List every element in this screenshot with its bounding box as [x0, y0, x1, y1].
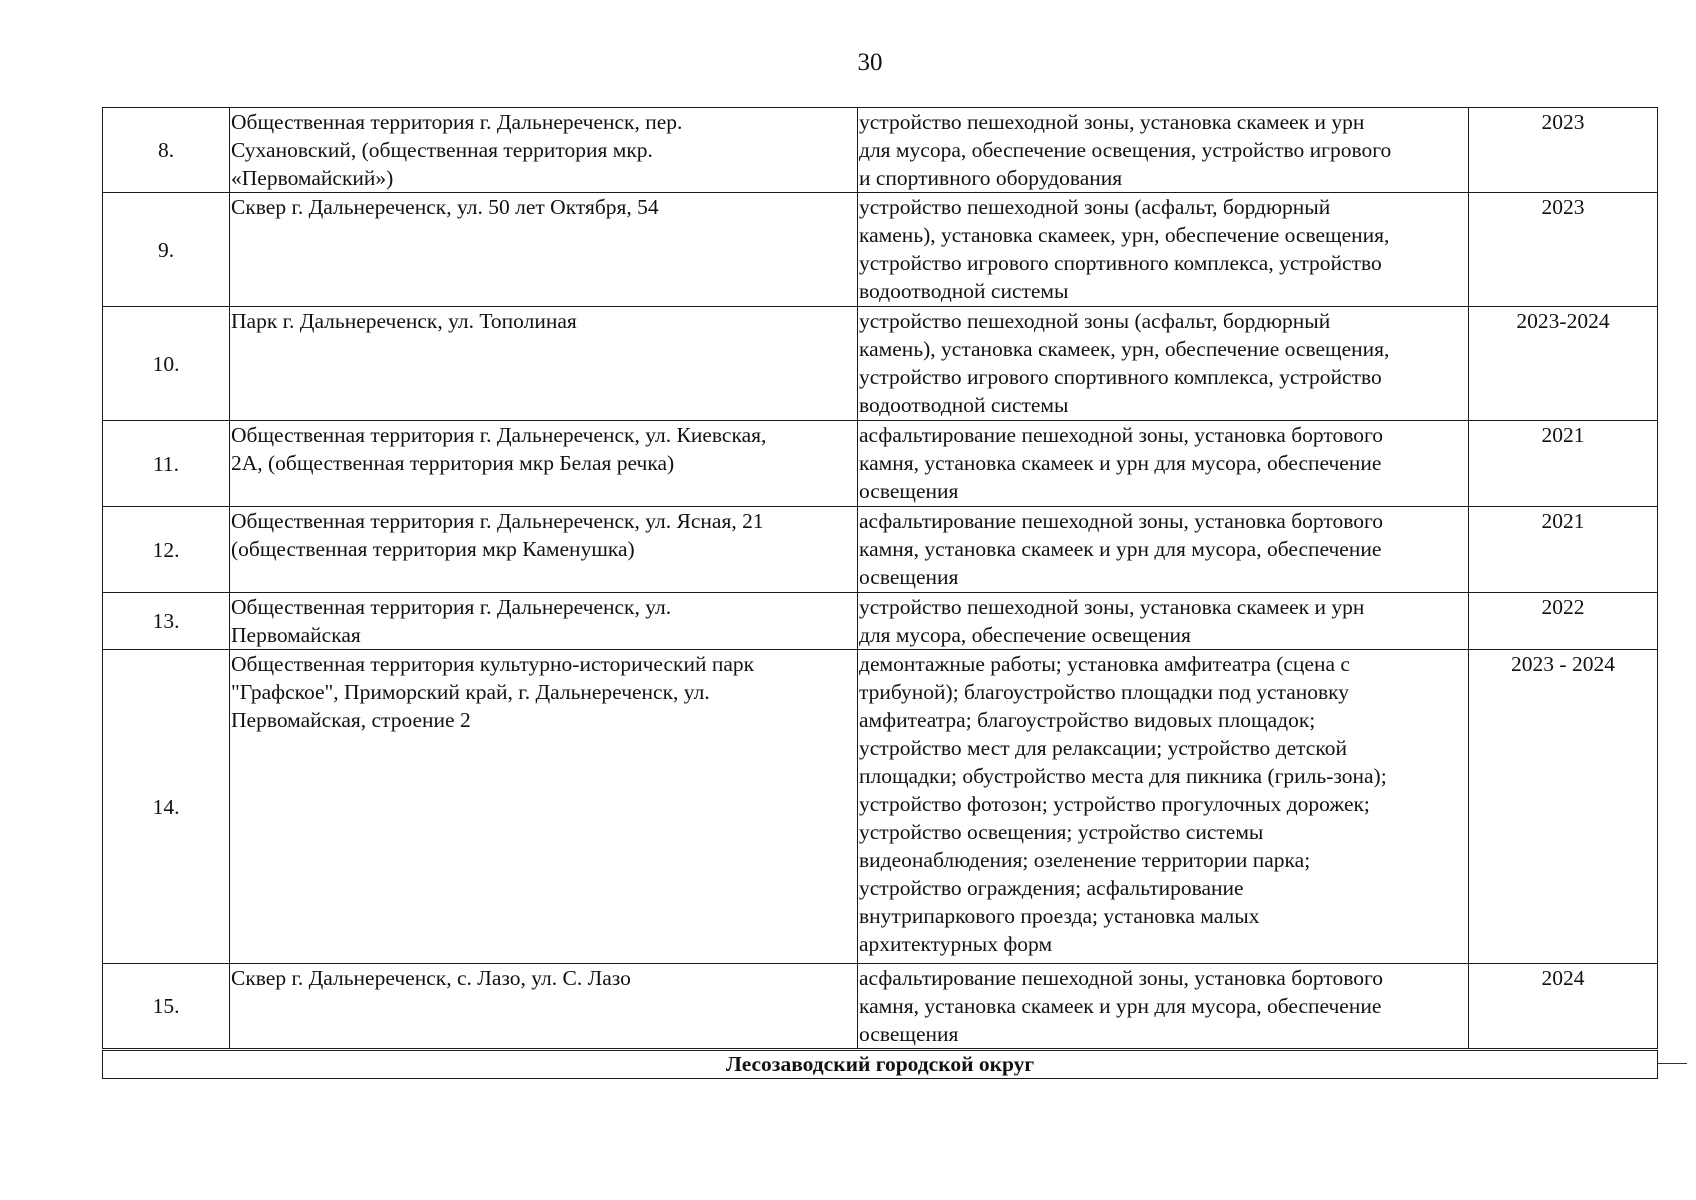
works-cell: [858, 421, 1469, 507]
territory-cell: [230, 421, 858, 507]
works-text: устройство пешеходной зоны, установка скамеек и урн для мусора, обеспечение освещения: [859, 595, 1365, 647]
table-row: [103, 964, 1658, 1050]
works-text: устройство пешеходной зоны (асфальт, бордюрный камень), установка скамеек, урн, обеспечение освещения, устройство игрового спортивного комплекса, устройство водоотводной системы: [859, 195, 1390, 303]
year-cell: 2023: [1469, 193, 1658, 307]
section-heading: Лесозаводский городской округ: [103, 1050, 1658, 1079]
row-number: 9.: [103, 193, 230, 307]
row-number: 12.: [103, 507, 230, 593]
stray-line: [1657, 1063, 1687, 1064]
territory-cell: [230, 307, 858, 421]
works-cell: [858, 593, 1469, 650]
row-number: 10.: [103, 307, 230, 421]
territory-text: Сквер г. Дальнереченск, с. Лазо, ул. С. Лазо: [231, 966, 631, 990]
year-cell: 2021: [1469, 421, 1658, 507]
table-row: [103, 507, 1658, 593]
territory-cell: [230, 964, 858, 1050]
works-text: асфальтирование пешеходной зоны, установка бортового камня, установка скамеек и урн для мусора, обеспечение освещения: [859, 509, 1384, 589]
row-number: 13.: [103, 593, 230, 650]
territory-text: Общественная территория г. Дальнереченск, пер. Сухановский, (общественная территория мкр. «Первомайский»): [231, 110, 683, 190]
table-row: [103, 593, 1658, 650]
works-text: устройство пешеходной зоны (асфальт, бордюрный камень), установка скамеек, урн, обеспечение освещения, устройство игрового спортивного комплекса, устройство водоотводной системы: [859, 309, 1390, 417]
territory-text: Парк г. Дальнереченск, ул. Тополиная: [231, 309, 577, 333]
works-cell: [858, 108, 1469, 193]
territories-table: [102, 107, 1658, 1079]
works-text: демонтажные работы; установка амфитеатра (сцена с трибуной); благоустройство площадки под установку амфитеатра; благоустройство видовых площадок; устройство мест для релаксации; устройство детской площадки; обустройство места для пикника (гриль-зона); устройство фотозон; устройство прогулочных дорожек; устройство освещения; устройство системы видеонаблюдения; озеленение территории парка; устройство ограждения; асфальтирование внутрипаркового проезда; установка малых архитектурных форм: [859, 652, 1387, 956]
territory-cell: [230, 650, 858, 964]
territory-text: Общественная территория г. Дальнереченск, ул. Первомайская: [231, 595, 672, 647]
year-cell: 2021: [1469, 507, 1658, 593]
territory-text: Сквер г. Дальнереченск, ул. 50 лет Октября, 54: [231, 195, 659, 219]
territory-text: Общественная территория культурно-исторический парк "Графское", Приморский край, г. Дальнереченск, ул. Первомайская, строение 2: [231, 652, 755, 732]
territory-cell: [230, 593, 858, 650]
year-cell: 2022: [1469, 593, 1658, 650]
territory-cell: [230, 193, 858, 307]
row-number: 15.: [103, 964, 230, 1050]
year-cell: 2023 - 2024: [1469, 650, 1658, 964]
page-number: 30: [857, 49, 883, 76]
row-number: 14.: [103, 650, 230, 964]
section-row: [103, 1050, 1658, 1079]
territory-cell: [230, 507, 858, 593]
row-number: 11.: [103, 421, 230, 507]
territory-text: Общественная территория г. Дальнереченск, ул. Ясная, 21 (общественная территория мкр Каменушка): [231, 509, 764, 561]
year-cell: 2023: [1469, 108, 1658, 193]
works-cell: [858, 650, 1469, 964]
year-cell: 2023-2024: [1469, 307, 1658, 421]
works-cell: [858, 964, 1469, 1050]
table-row: [103, 193, 1658, 307]
works-cell: [858, 507, 1469, 593]
works-text: асфальтирование пешеходной зоны, установка бортового камня, установка скамеек и урн для мусора, обеспечение освещения: [859, 423, 1384, 503]
works-cell: [858, 193, 1469, 307]
row-number: 8.: [103, 108, 230, 193]
table-row: [103, 307, 1658, 421]
table-row: [103, 650, 1658, 964]
table-row: [103, 108, 1658, 193]
works-cell: [858, 307, 1469, 421]
territory-text: Общественная территория г. Дальнереченск, ул. Киевская, 2А, (общественная территория мкр Белая речка): [231, 423, 767, 475]
works-text: устройство пешеходной зоны, установка скамеек и урн для мусора, обеспечение освещения, устройство игрового и спортивного оборудования: [859, 110, 1392, 190]
year-cell: 2024: [1469, 964, 1658, 1050]
works-text: асфальтирование пешеходной зоны, установка бортового камня, установка скамеек и урн для мусора, обеспечение освещения: [859, 966, 1384, 1046]
table-row: [103, 421, 1658, 507]
territory-cell: [230, 108, 858, 193]
